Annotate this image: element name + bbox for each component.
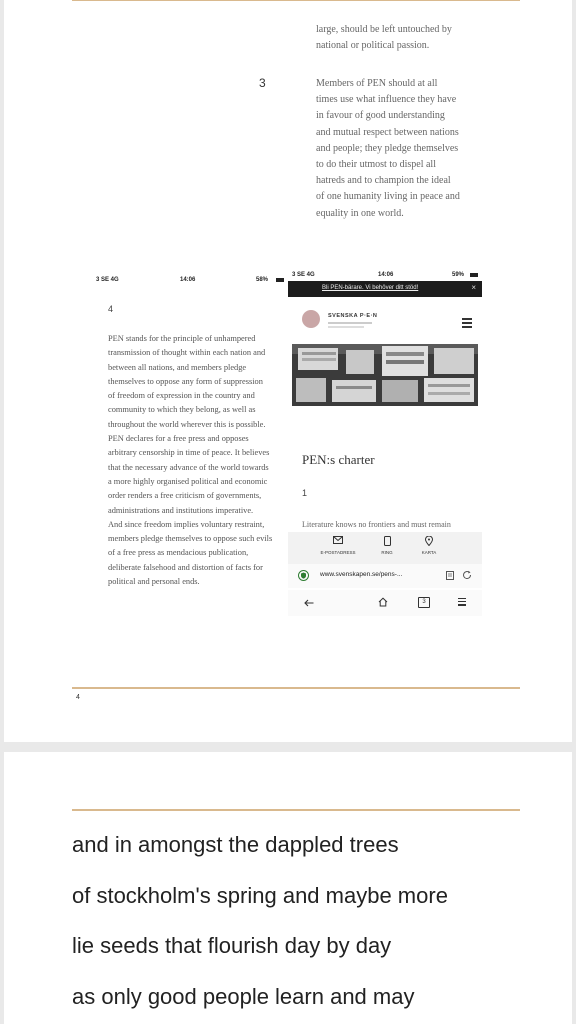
status-battery: 59%	[452, 272, 465, 278]
status-carrier: 3 SE 4G	[96, 277, 119, 283]
battery-icon	[470, 273, 478, 277]
back-arrow-icon[interactable]	[304, 599, 314, 607]
section-3-text	[316, 76, 460, 222]
logo-tagline	[328, 322, 372, 324]
document-page-1	[4, 0, 572, 742]
bookshelf-photo	[292, 344, 478, 406]
page-number: 4	[76, 694, 80, 701]
support-banner[interactable]	[288, 281, 482, 297]
banner-link[interactable]: Bli PEN-bärare. Vi behöver ditt stöd!	[322, 285, 419, 291]
text-line: to do their utmost to dispel all	[316, 159, 436, 171]
poem-line: lie seeds that flourish day by day	[72, 933, 392, 958]
text-line: members pledge themselves to oppose such evils	[108, 534, 273, 544]
browser-toolbar	[288, 590, 482, 616]
right-phone-screenshot	[288, 266, 482, 616]
left-phone-screenshot	[86, 270, 286, 610]
footer-rule	[72, 687, 520, 689]
map-pin-icon	[425, 536, 433, 546]
action-label: KARTA	[421, 550, 437, 555]
text-line: between all nations, and members pledge	[108, 362, 247, 372]
reader-mode-icon[interactable]	[446, 571, 454, 580]
text-line: that the necessary advance of the world towards	[108, 462, 269, 472]
banner-close-icon[interactable]: ×	[471, 283, 476, 292]
top-rule	[72, 0, 520, 1]
text-line: national or political passion.	[316, 40, 430, 52]
text-line: community to which they belong, as well as	[108, 405, 256, 415]
map-action[interactable]	[414, 536, 444, 555]
text-line: PEN declares for a free press and opposes	[108, 434, 249, 444]
text-line: And since freedom implies voluntary restraint,	[108, 519, 265, 529]
poem-line: and in amongst the dappled trees	[72, 832, 399, 857]
poem-line: as only good people learn and may	[72, 984, 415, 1009]
section-number-4: 4	[108, 304, 114, 314]
action-label: RING	[381, 550, 393, 555]
text-line: order renders a free criticism of governments,	[108, 491, 262, 501]
document-page-2	[4, 752, 572, 1024]
text-line: of one humanity living in peace and	[316, 191, 460, 203]
browser-menu-icon[interactable]	[458, 598, 466, 606]
logo-tagline	[328, 326, 364, 328]
top-continuation-text	[316, 22, 452, 54]
browser-address-bar[interactable]	[288, 564, 482, 588]
mail-icon	[333, 536, 343, 544]
tab-count: 3	[422, 599, 426, 605]
text-line: large, should be left untouched by	[316, 24, 452, 35]
text-line: in favour of good understanding	[316, 110, 445, 122]
page-heading: PEN:s charter	[302, 452, 375, 467]
section-number-3: 3	[259, 76, 266, 90]
status-battery: 58%	[256, 277, 269, 283]
url-text[interactable]: www.svenskapen.se/pens-...	[320, 571, 403, 578]
forward-arrow-icon[interactable]	[344, 599, 352, 607]
pen-logo-icon[interactable]	[302, 310, 320, 328]
text-line: times use what influence they have	[316, 94, 457, 106]
text-line: administrations and institutions imperative.	[108, 505, 254, 515]
tabs-button[interactable]	[418, 597, 430, 608]
text-line: of freedom of expression in the country and	[108, 391, 255, 401]
email-action[interactable]	[318, 536, 358, 555]
text-line: throughout the world wherever this is possible.	[108, 419, 266, 429]
reload-icon[interactable]	[462, 570, 472, 580]
text-line: equality in one world.	[316, 207, 404, 219]
text-line: and mutual respect between nations	[316, 126, 459, 138]
text-line: PEN stands for the principle of unhampered	[108, 334, 256, 343]
text-line: deliberate falsehood and distortion of facts for	[108, 562, 263, 572]
site-logo-text[interactable]: SVENSKA P·E·N	[328, 313, 378, 319]
status-time: 14:06	[180, 277, 196, 283]
text-line: political and personal ends.	[108, 577, 200, 587]
phone-icon	[384, 536, 391, 546]
phone-action[interactable]	[372, 536, 402, 555]
header-rule	[72, 809, 520, 811]
article-number: 1	[302, 488, 308, 498]
poem-line: of stockholm's spring and maybe more	[72, 883, 448, 908]
section-4-text	[108, 332, 272, 589]
text-line: transmission of thought within each nation and	[108, 348, 266, 358]
action-label: E-POSTADRESS	[320, 550, 356, 555]
contact-action-bar	[288, 532, 482, 564]
hamburger-menu-icon[interactable]	[462, 318, 472, 328]
article-excerpt: Literature knows no frontiers and must remain	[302, 520, 451, 529]
text-line: a more highly organised political and economic	[108, 476, 268, 486]
text-line: of a free press as mendacious publication,	[108, 548, 249, 558]
text-line: hatreds and to champion the ideal	[316, 175, 451, 187]
shield-icon	[298, 570, 309, 581]
text-line: arbitrary censorship in time of peace. It believes	[108, 448, 270, 458]
text-line: themselves to oppose any form of suppression	[108, 376, 263, 386]
text-line: Members of PEN should at all	[316, 78, 438, 89]
home-icon[interactable]	[378, 597, 388, 607]
text-line: and people; they pledge themselves	[316, 142, 459, 154]
status-time: 14:06	[378, 272, 394, 278]
battery-icon	[276, 278, 284, 282]
status-carrier: 3 SE 4G	[292, 272, 315, 278]
